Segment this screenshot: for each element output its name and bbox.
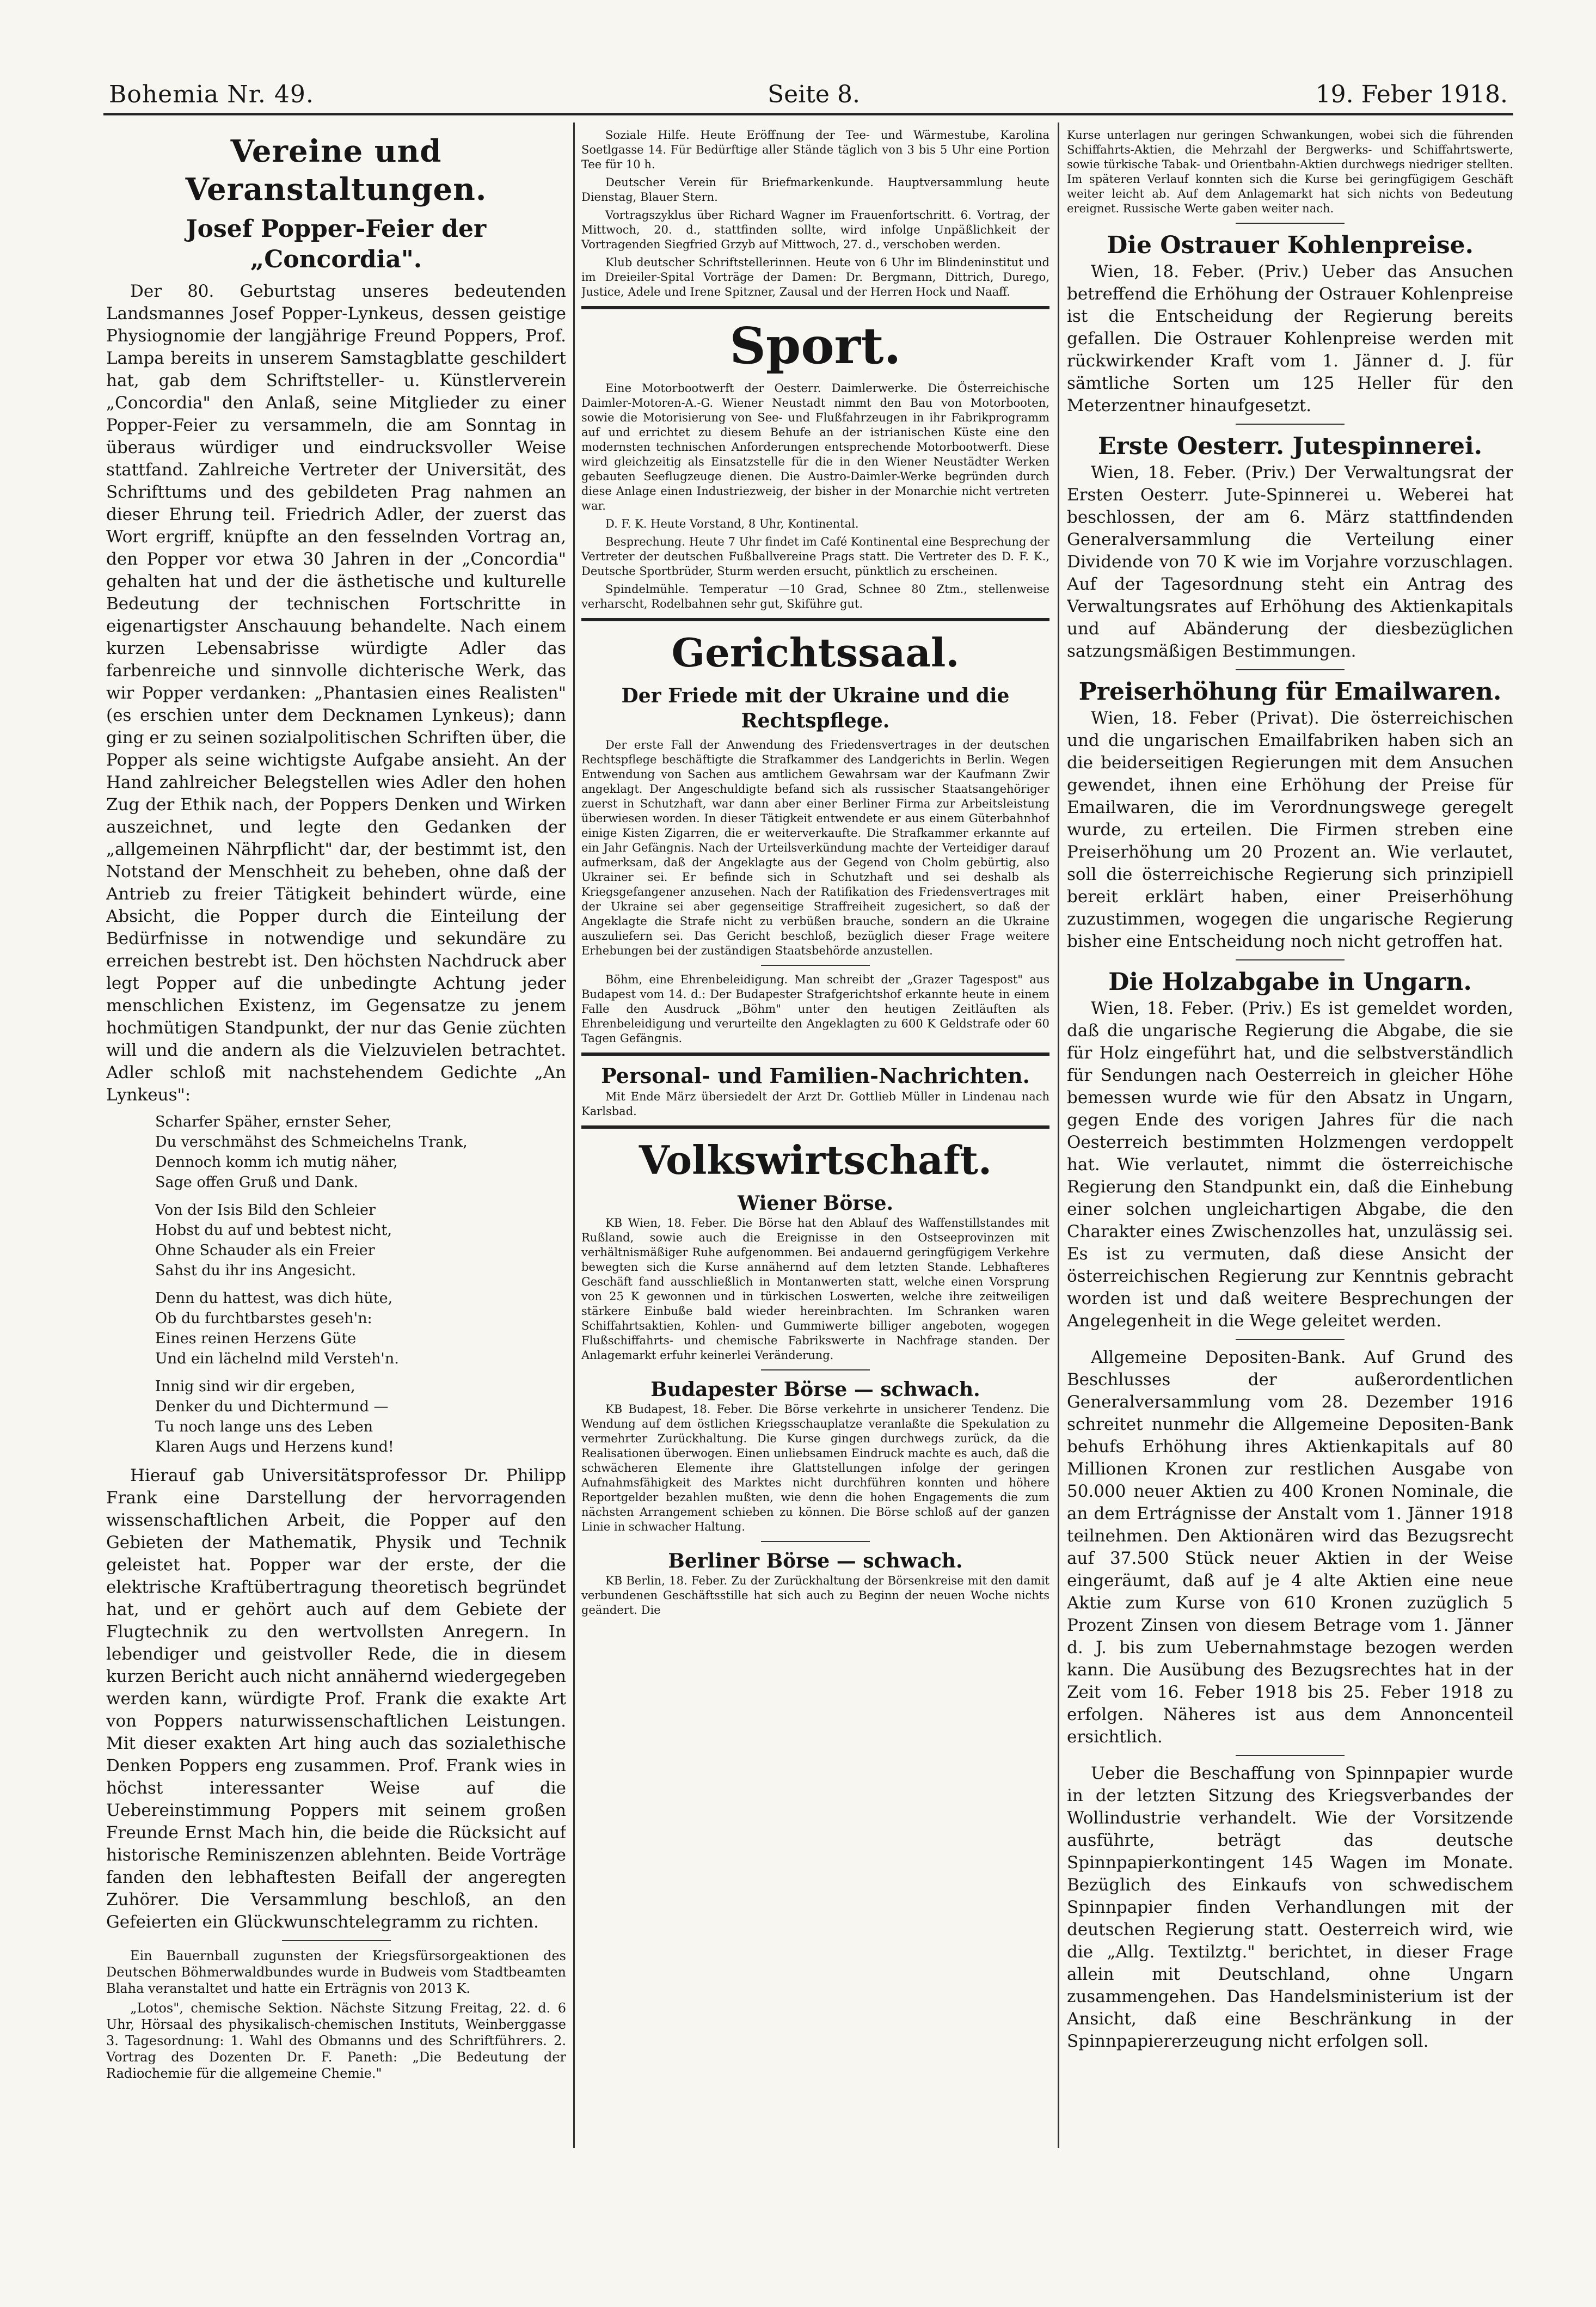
article-paragraph: KB Berlin, 18. Feber. Zu der Zurückhaltung der Börsenkreise mit den damit verbundenen Geschäftsstille hat sich auch zu Beginn der neuen Woche nichts geändert. Die [581, 1574, 1049, 1617]
section-title-gerichtssaal: Gerichtssaal. [671, 629, 960, 676]
column-divider-1 [573, 123, 575, 2148]
poem-stanza [155, 1376, 566, 1457]
poem-line: Tu noch lange uns des Leben [155, 1418, 373, 1435]
notice-schriftstellerinnen: Klub deutscher Schriftstellerinnen. Heute von 6 Uhr im Blindeninstitut und im Dreieiler-Spital Vorträge der Damen: Dr. Bergmann, Dittrich, Durego, Justice, Adele und Irene Spitzner, Zausal und der Herren Hock und Naaff. [581, 256, 1049, 298]
poem-line: Innig sind wir dir ergeben, [155, 1378, 355, 1395]
section-title-personal: Personal- und Familien-Nachrichten. [601, 1063, 1030, 1088]
divider [761, 965, 870, 966]
poem-line: Ob du furchtbarstes geseh'n: [155, 1310, 372, 1327]
poem-line: Von der Isis Bild den Schleier [155, 1202, 376, 1219]
poem-line: Du verschmähst des Schmeichelns Trank, [155, 1134, 468, 1151]
poem-line: Und ein lächelnd mild Versteh'n. [155, 1350, 399, 1367]
header-page-number: Seite 8. [768, 81, 860, 108]
divider [1236, 669, 1345, 670]
personal-text: Mit Ende März übersiedelt der Arzt Dr. Gottlieb Müller in Lindenau nach Karlsbad. [581, 1090, 1049, 1118]
notice-soziale-hilfe: Soziale Hilfe. Heute Eröffnung der Tee- und Wärmestube, Karolina Soetlgasse 14. Für Bedürftige aller Stände täglich von 3 bis 5 Uhr eine Portion Tee für 10 h. [581, 128, 1049, 171]
article-paragraph: Wien, 18. Feber. (Priv.) Ueber das Ansuchen betreffend die Erhöhung der Ostrauer Kohlenpreise ist die Entscheidung der Regierung bereits gefallen. Die Ostrauer Kohlenpreise werden mit rückwirkender Kraft vom 1. Jänner d. J. für sämtliche Sorten um 125 Heller für den Meterzentner hinaufgesetzt. [1067, 262, 1513, 415]
article-paragraph: KB Wien, 18. Feber. Die Börse hat den Ablauf des Waffenstillstandes mit Rußland, sowie auch die Ereignisse in den Ostseeprovinzen mit verhältnismäßiger Ruhe aufgenommen. Bei andauernd geringfügigem Verkehre bewegten sich die Kurse annähernd auf dem letzten Stande. Lebhafteres Geschäft fand ausschließlich in Montanwerten statt, welche einen Vorsprung von 25 K gewonnen und in türkischen Loswerten, welche ihre zeitweiligen stärkere Einbuße bald wieder hereinbrachten. Im Schranken waren Schiffahrtsaktien, Kohlen- und Gummiwerte billiger angeboten, wogegen Flußschiffahrts- und chemische Fabrikswerte in Nachfrage standen. Der Anlagemarkt erfuhr keinerlei Veränderung. [581, 1216, 1049, 1362]
divider [1236, 959, 1345, 960]
divider [1236, 424, 1345, 425]
article-title-holzabgabe: Die Holzabgabe in Ungarn. [1108, 968, 1472, 996]
article-paragraph: Wien, 18. Feber (Privat). Die österreichischen und die ungarischen Emailfabriken haben sich an die beiderseitigen Regierungen mit dem Ansuchen gewendet, ihnen eine Erhöhung der Preise für Emailwaren, die im Verordnungswege geregelt wurde, zu erteilen. Die Firmen streben eine Preiserhöhung um 20 Prozent an. Wie verlautet, soll die österreichische Regierung sich prinzipiell bereit erklärt haben, einer Preiserhöhung zuzustimmen, wogegen die ungarische Regierung bisher eine Entscheidung noch nicht getroffen hat. [1067, 708, 1513, 951]
poem-line: Ohne Schauder als ein Freier [155, 1242, 375, 1259]
article-paragraph: Wien, 18. Feber. (Priv.) Der Verwaltungsrat der Ersten Oesterr. Jute-Spinnerei u. Weberei hat beschlossen, der am 6. März stattfindenden Generalversammlung die Verteilung einer Dividende von 70 K wie im Vorjahre vorzuschlagen. Auf der Tagesordnung steht ein Antrag des Verwaltungsrates auf Erhöhung des Aktienkapitals und auf Abänderung der diesbezüglichen satzungsmäßigen Bestimmungen. [1067, 463, 1513, 661]
article-title-jute: Erste Oesterr. Jutespinnerei. [1097, 432, 1483, 460]
notice-briefmarken: Deutscher Verein für Briefmarkenkunde. Hauptversammlung heute Dienstag, Blauer Stern. [581, 176, 1049, 204]
divider [1236, 1339, 1345, 1340]
header-rule [103, 113, 1513, 115]
poem-line: Dennoch komm ich mutig näher, [155, 1154, 398, 1171]
header-issue: Bohemia Nr. 49. [109, 81, 314, 108]
article-paragraph: Der erste Fall der Anwendung des Friedensvertrages in der deutschen Rechtspflege beschäftigte die Strafkammer des Landgerichts in Berlin. Wegen Entwendung von Sachen aus amtlichem Gewahrsam war der Kaufmann Zwir angeklagt. Der Angeschuldigte befand sich als russischer Staatsangehöriger zuerst in Schutzhaft, war dann aber einer Berliner Firma zur Arbeitsleistung überwiesen worden. In dieser Tätigkeit entwendete er aus einem Güterbahnhof einige Kisten Zigarren, die er weiterverkaufte. Die Strafkammer erkannte auf ein Jahr Gefängnis. Nach der Urteilsverkündung machte der Verteidiger darauf aufmerksam, daß der Angeklagte aus der Gegend von Cholm gebürtig, also Ukrainer sei. Er befinde sich in Schutzhaft und sei deshalb als Kriegsgefangener anzusehen. Nach der Ratifikation des Friedensvertrages mit der Ukraine sei aber gegenseitige Straffreiheit zugesichert, so daß der Angeklagte die Strafe nicht zu verbüßen brauche, sondern an die Ukraine auszuliefern sei. Das Gericht beschloß, bezüglich dieser Frage weitere Erhebungen bei der zuständigen Staatsbehörde anzustellen. [581, 738, 1049, 957]
poem-line: Scharfer Späher, ernster Seher, [155, 1113, 392, 1130]
article-title-ukraine: Der Friede mit der Ukraine und die Rechtspflege. [621, 684, 1010, 732]
section-title-volkswirtschaft: Volkswirtschaft. [639, 1137, 992, 1183]
poem-line: Sage offen Gruß und Dank. [155, 1174, 359, 1191]
poem-stanza [155, 1112, 566, 1192]
divider [761, 1541, 870, 1542]
column-divider-2 [1058, 123, 1059, 2148]
poem-stanza [155, 1288, 566, 1369]
page-header [109, 75, 1508, 119]
header-date: 19. Feber 1918. [1315, 81, 1508, 108]
article-title-ostrauer: Die Ostrauer Kohlenpreise. [1107, 231, 1474, 259]
section-rule [581, 618, 1049, 621]
article-title-wiener-boerse: Wiener Börse. [737, 1192, 894, 1215]
notice-wagner: Vortragszyklus über Richard Wagner im Frauenfortschritt. 6. Vortrag, der Mittwoch, 20. d., stattfinden sollte, wird infolge Unpäßlichkeit der Vortragenden Siegfried Grzyb auf Mittwoch, 27. d., verschoben werden. [581, 209, 1049, 251]
section-rule [581, 1125, 1049, 1129]
article-paragraph: Der 80. Geburtstag unseres bedeutenden Landsmannes Josef Popper-Lynkeus, dessen geistige Physiognomie der langjährige Freund Poppers, Prof. Lampa bereits in unserem Samstagblatte geschildert hat, gab dem Schriftsteller- u. Künstlerverein „Concordia" den Anlaß, seine Mitglieder zu einer Popper-Feier zu versammeln, die am Sonntag in überaus würdiger und eindrucksvoller Weise stattfand. Zahlreiche Vertreter der Universität, des Schrifttums und des gebildeten Prag nahmen an dieser Ehrung teil. Friedrich Adler, der zuerst das Wort ergriff, knüpfte an den fesselnden Vortrag an, den Popper vor etwa 30 Jahren in der „Concordia" gehalten hat und der die ästhetische und kulturelle Bedeutung der technischen Fortschritte in eigenartigster Anschauung behandelte. Nach einem kurzen Lebensabrisse würdigte Adler das farbenreiche und sinnvolle dichterische Werk, das wir Popper verdanken: „Phantasien eines Realisten" (es erschien unter dem Decknamen Lynkeus); dann ging er zu seinen sozialpolitischen Schriften über, die Popper als seine wichtigste Aufgabe ansieht. An der Hand zahlreicher Belegstellen wies Adler den hohen Zug der Ethik nach, der Poppers Denken und Wirken auszeichnet, und legte den Gedanken der „allgemeinen Nährpflicht" dar, der bestimmt ist, den Notstand der Menschheit zu beheben, ohne daß der Antrieb zu freier Tätigkeit behindert würde, eine Absicht, die Popper durch die Einteilung der Bedürfnisse in notwendige und sekundäre zu erreichen bestrebt ist. Den höchsten Nachdruck aber legt Popper auf die unbedingte Achtung jeder menschlichen Existenz, im Gegensatze zu jenem hochmütigen Standpunkt, der nur das Genie züchten will und die andern als die Vielzuvielen betrachtet. Adler schloß mit nachstehendem Gedichte „An Lynkeus": [106, 282, 566, 1105]
article-title-popper: Josef Popper-Feier der „Concordia". [186, 215, 487, 273]
poem-line: Hobst du auf und bebtest nicht, [155, 1222, 392, 1239]
poem-line: Eines reinen Herzens Güte [155, 1330, 357, 1347]
article-paragraph: KB Budapest, 18. Feber. Die Börse verkehrte in unsicherer Tendenz. Die Wendung auf dem östlichen Kriegsschauplatze veranlaßte die Spekulation zu vermehrter Zurückhaltung. Die Kurse gingen durchwegs zurück, da die Realisationen überwogen. Einen unliebsamen Eindruck machte es auch, daß die schwächeren Elemente ihre Glattstellungen infolge der geringen Aufnahmsfähigkeit des Marktes nicht durchführen konnten und höhere Reportgelder bezahlen mußten, wie denn die hohen Engagements die zum nächsten Arrangement schieben zu können. Die Börse schloß auf der ganzen Linie in schwacher Haltung. [581, 1403, 1049, 1533]
section-title-sport: Sport. [729, 316, 901, 375]
article-paragraph: Hierauf gab Universitätsprofessor Dr. Philipp Frank eine Darstellung der hervorragenden wissenschaftlichen Arbeit, die Popper auf den Gebieten der Mathematik, Physik und Technik geleistet hat. Popper war der erste, der die elektrische Kraftübertragung theoretisch begründet hat, und er gehört auch auf dem Gebiete der Flugtechnik zu den wertvollsten Anregern. In lebendiger und geistvoller Rede, die in diesem kurzen Bericht auch nicht annähernd wiedergegeben werden kann, würdigte Prof. Frank die exakte Art von Poppers naturwissenschaftlichen Leistungen. Mit dieser exakten Art hing auch das sozialethische Denken Poppers eng zusammen. Prof. Frank wies in höchst interessanter Weise auf die Uebereinstimmung Poppers mit seinem großen Freunde Ernst Mach hin, die beide die Rücksicht auf historische Reminiszenzen ablehnten. Beide Vorträge fanden den lebhaftesten Beifall der angeregten Zuhörer. Die Versammlung beschloß, an den Gefeierten ein Glückwunschtelegramm zu richten. [106, 1466, 566, 1932]
article-title-berliner-boerse: Berliner Börse — schwach. [668, 1550, 963, 1572]
article-depositen-bank: Allgemeine Depositen-Bank. Auf Grund des Beschlusses der außerordentlichen Generalversammlung vom 28. Dezember 1916 schreitet nunmehr die Allgemeine Depositen-Bank behufs Erhöhung ihres Aktienkapitals auf 80 Millionen Kronen zur restlichen Ausgabe von 50.000 neuer Aktien zu 400 Kronen Nominale, die an dem Ertrágnisse der Anstalt vom 1. Jänner 1918 teilnehmen. Den Aktionären wird das Bezugsrecht auf 37.500 Stück neuer Aktien in der Weise eingeräumt, daß auf je 4 alte Aktien eine neue Aktie zum Kurse von 610 Kronen zuzüglich 5 Prozent Zinsen von diesem Betrage vom 1. Jänner d. J. bis zum Uebernahmstage bezogen werden kann. Die Ausübung des Bezugsrechtes hat in der Zeit vom 16. Feber 1918 bis 25. Feber 1918 zu erfolgen. Näheres ist aus dem Annoncenteil ersichtlich. [1067, 1348, 1513, 1747]
divider [282, 1940, 391, 1941]
sport-item: D. F. K. Heute Vorstand, 8 Uhr, Kontinental. [605, 517, 859, 530]
poem-line: Sahst du ihr ins Angesicht. [155, 1262, 357, 1279]
section-title-vereine: Vereine und Veranstaltungen. [185, 133, 487, 207]
column-2 [581, 128, 1049, 2156]
article-title-budapester-boerse: Budapester Börse — schwach. [650, 1378, 980, 1401]
column-3 [1067, 128, 1513, 2148]
divider [761, 1369, 870, 1370]
divider [1236, 1755, 1345, 1756]
article-continuation: Kurse unterlagen nur geringen Schwankungen, wobei sich die führenden Schiffahrts-Aktien, die Mehrzahl der Bergwerks- und Schiffahrtswerte, sowie türkische Tabak- und Orientbahn-Aktien durchwegs niedriger stellten. Im späteren Verlauf konnten sich die Kurse bei geringfügigem Geschäft weiter leicht ab. Auf dem Anlagemarkt hat sich nichts von Bedeutung ereignet. Russische Werte gaben weiter nach. [1067, 128, 1513, 215]
section-rule [581, 306, 1049, 309]
column-1 [106, 128, 566, 2159]
poem-line: Denn du hattest, was dich hüte, [155, 1290, 393, 1307]
poem-line: Denker du und Dichtermund — [155, 1398, 389, 1415]
article-paragraph: Wien, 18. Feber. (Priv.) Es ist gemeldet worden, daß die ungarische Regierung die Abgabe, die sie für Holz eingeführt hat, und die selbstverständlich für Sendungen nach Oesterreich in gleicher Höhe bemessen wurde wie für den Absatz in Ungarn, gegen Ende des vorigen Jahres für die nach Oesterreich bestimmten Holzmengen verdoppelt hat. Wie verlautet, nimmt die österreichische Regierung den Standpunkt ein, daß die Einhebung einer solchen ungleichartigen Abgabe, die den Charakter eines Zwischenzolles hat, unzulässig sei. Es ist zu vermuten, daß diese Ansicht der österreichischen Regierung zur Kenntnis gebracht worden ist und daß weitere Besprechungen der Angelegenheit in die Wege geleitet werden. [1067, 999, 1513, 1331]
divider [1236, 223, 1345, 224]
sport-item: Spindelmühle. Temperatur —10 Grad, Schnee 80 Ztm., stellenweise verharscht, Rodelbahnen sehr gut, Skiführe gut. [581, 583, 1049, 610]
sport-item: Eine Motorbootwerft der Oesterr. Daimlerwerke. Die Österreichische Daimler-Motoren-A.-G. Wiener Neustadt nimmt den Bau von Motorbooten, sowie die Motorisierung von See- und Flußfahrzeugen in ihr Fabrikprogramm auf und errichtet zu diesem Behufe an der istrianischen Küste eine den modernsten technischen Anforderungen entsprechende Motorbootwerft. Diese wird gleichzeitig als Einsatzstelle für die in den Wiener Neustädter Werken gebauten Seeflugzeuge dienen. Die Austro-Daimler-Werke begründen durch diese Anlage einen Industriezweig, der bisher in der Monarchie nicht vertreten war. [581, 382, 1049, 512]
poem-stanza [155, 1200, 566, 1281]
sport-item: Besprechung. Heute 7 Uhr findet im Café Kontinental eine Besprechung der Vertreter der deutschen Fußballvereine Prags statt. Die Vertreter des D. F. K., Deutsche Sportbrüder, Sturm werden ersucht, pünktlich zu erscheinen. [581, 535, 1049, 578]
poem [106, 1112, 566, 1457]
notice-bauernball: Ein Bauernball zugunsten der Kriegsfürsorgeaktionen des Deutschen Böhmerwaldbundes wurde in Budweis vom Stadtbeamten Blaha veranstaltet und hatte ein Erträgnis von 2013 K. [106, 1948, 566, 1996]
article-boehm: Böhm, eine Ehrenbeleidigung. Man schreibt der „Grazer Tagespost" aus Budapest vom 14. d.: Der Budapester Strafgerichtshof erkannte heute in einem Falle den Ausdruck „Böhm" unter den heutigen Zeitläuften als Ehrenbeleidigung und verurteilte den Angeklagten zu 600 K Geldstrafe oder 60 Tagen Gefängnis. [581, 973, 1049, 1045]
section-rule [581, 1052, 1049, 1056]
notice-lotos: „Lotos", chemische Sektion. Nächste Sitzung Freitag, 22. d. 6 Uhr, Hörsaal des physikalisch-chemischen Instituts, Weinberggasse 3. Tagesordnung: 1. Wahl des Obmanns und des Schriftführers. 2. Vortrag des Dozenten Dr. F. Paneth: „Die Bedeutung der Radiochemie für die allgemeine Chemie." [106, 2000, 566, 2081]
article-spinnpapier: Ueber die Beschaffung von Spinnpapier wurde in der letzten Sitzung des Kriegsverbandes der Wollindustrie verhandelt. Wie der Vorsitzende ausführte, beträgt das deutsche Spinnpapierkontingent 145 Wagen im Monate. Bezüglich des Einkaufs von schwedischem Spinnpapier finden Verhandlungen mit der deutschen Regierung statt. Oesterreich wird, wie die „Allg. Textilztg." berichtet, in dieser Frage allein mit Deutschland, ohne Ungarn zusammengehen. Das Handelsministerium ist der Ansicht, daß eine Beschränkung in der Spinnpapiererzeugung nicht erfolgen soll. [1067, 1764, 1513, 2051]
article-title-emailwaren: Preiserhöhung für Emailwaren. [1078, 678, 1502, 706]
poem-line: Klaren Augs und Herzens kund! [155, 1439, 394, 1455]
